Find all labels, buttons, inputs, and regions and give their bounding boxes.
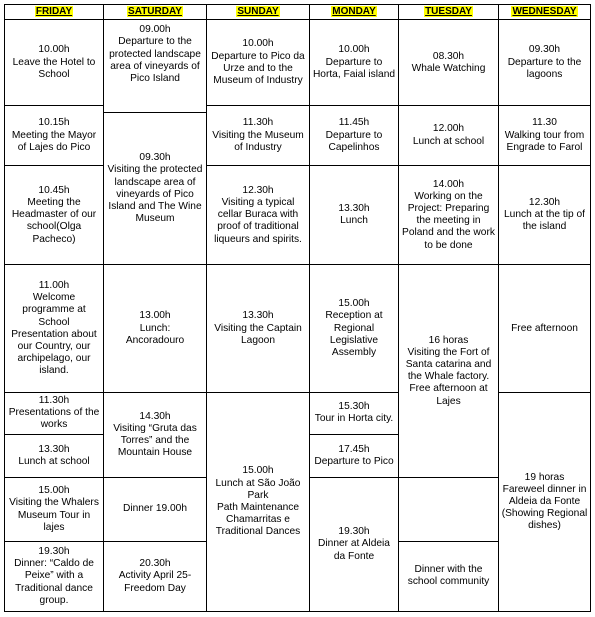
friday-event: 15.00h Visiting the Whalers Museum Tour in lajes [5, 478, 104, 542]
tuesday-event: 14.00h Working on the Project: Preparing the meeting in Poland and the work to be done [399, 166, 499, 265]
tuesday-event: 12.00h Lunch at school [399, 106, 499, 166]
friday-event: 11.00h Welcome programme at School Presentation about our Country, our archipelago, our island. [5, 265, 104, 393]
wednesday-event: 12.30h Lunch at the tip of the island [499, 166, 591, 265]
friday-event: 19.30h Dinner: “Caldo de Peixe” with a Traditional dance group. [5, 541, 104, 611]
tuesday-event: Dinner with the school community [399, 541, 499, 611]
day-header-sunday: SUNDAY [207, 5, 310, 20]
header-row [5, 5, 591, 20]
wednesday-event: 19 horas Fareweel dinner in Aldeia da Fonte (Showing Regional dishes) [499, 393, 591, 612]
saturday-event: Dinner 19.00h [104, 478, 207, 542]
sunday-event: 11.30h Visiting the Museum of Industry [207, 106, 310, 166]
saturday-event: 20.30h Activity April 25- Freedom Day [104, 541, 207, 611]
day-header-wednesday: WEDNESDAY [499, 5, 591, 20]
table-row [5, 166, 591, 265]
monday-event: 15.00h Reception at Regional Legislative Assembly [310, 265, 399, 393]
friday-event: 10.15h Meeting the Mayor of Lajes do Pico [5, 106, 104, 166]
wednesday-event: 09.30h Departure to the lagoons [499, 20, 591, 106]
table-row [5, 265, 591, 393]
saturday-event: 09.00h Departure to the protected landscape area of vineyards of Pico Island [104, 20, 207, 113]
tuesday-event: 08.30h Whale Watching [399, 20, 499, 106]
friday-event: 11.30h Presentations of the works [5, 393, 104, 435]
wednesday-event: Free afternoon [499, 265, 591, 393]
saturday-event: 14.30h Visiting “Gruta das Torres” and the Mountain House [104, 393, 207, 478]
monday-event: 11.45h Departure to Capelinhos [310, 106, 399, 166]
monday-event: 17.45h Departure to Pico [310, 434, 399, 478]
tuesday-event: 16 horas Visiting the Fort of Santa catarina and the Whale factory. Free afternoon at Lajes [399, 265, 499, 478]
saturday-event: 13.00h Lunch: Ancoradouro [104, 265, 207, 393]
sunday-event: 13.30h Visiting the Captain Lagoon [207, 265, 310, 393]
sunday-event: 15.00h Lunch at São João Park Path Maintenance Chamarritas e Traditional Dances [207, 393, 310, 612]
monday-event: 13.30h Lunch [310, 166, 399, 265]
monday-event: 15.30h Tour in Horta city. [310, 393, 399, 435]
table-row [5, 106, 591, 113]
monday-event: 10.00h Departure to Horta, Faial island [310, 20, 399, 106]
day-header-friday: FRIDAY [5, 5, 104, 20]
friday-event: 10.45h Meeting the Headmaster of our school(Olga Pacheco) [5, 166, 104, 265]
friday-event: 13.30h Lunch at school [5, 434, 104, 478]
day-header-tuesday: TUESDAY [399, 5, 499, 20]
saturday-event: 09.30h Visiting the protected landscape area of vineyards of Pico Island and The Wine Museum [104, 113, 207, 265]
table-row [5, 20, 591, 106]
friday-event: 10.00h Leave the Hotel to School [5, 20, 104, 106]
table-row [5, 393, 591, 435]
day-header-saturday: SATURDAY [104, 5, 207, 20]
schedule-table [4, 4, 591, 612]
wednesday-event: 11.30 Walking tour from Engrade to Farol [499, 106, 591, 166]
monday-event: 19.30h Dinner at Aldeia da Fonte [310, 478, 399, 612]
day-header-monday: MONDAY [310, 5, 399, 20]
sunday-event: 12.30h Visiting a typical cellar Buraca with proof of traditional liqueurs and spirits. [207, 166, 310, 265]
sunday-event: 10.00h Departure to Pico da Urze and to the Museum of Industry [207, 20, 310, 106]
